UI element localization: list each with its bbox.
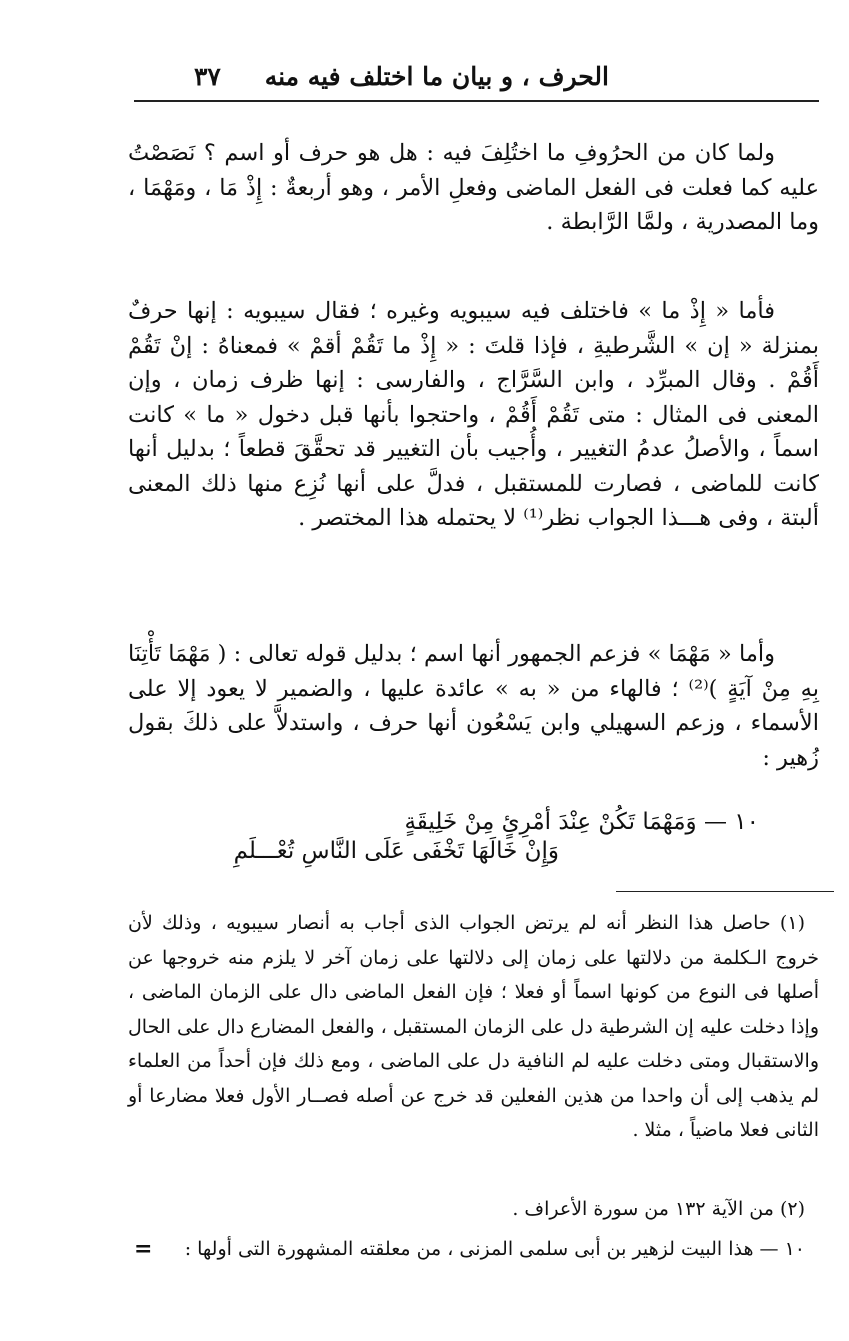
paragraph-1: [128, 136, 819, 240]
paragraph-3: [128, 637, 819, 775]
footnote-text: ١٠ — هذا البيت لزهير بن أبى سلمى المزنى ، من معلقته المشهورة التى أولها :: [184, 1238, 805, 1260]
footnote-text: (٢) من الآية ١٣٢ من سورة الأعراف .: [512, 1198, 805, 1220]
footnote-2: [128, 1192, 819, 1227]
footnote-text: (١) حاصل هذا النظر أنه لم يرتض الجواب الذى أجاب به أنصار سيبويه ، وذلك لأن خروج الـكلمة من دلالتها على زمان إلى دلالتها على زمان آخر لا يلزم منه خروجها عن أصلها فى النوع من كونها اسماً أو فعلا ؛ فإن الفعل الماضى دال على الزمان الماضى ، وإذا دخلت عليه إن الشرطية دل على الزمان المستقبل ، والفعل المضارع دال على الحال والاستقبال ومتى دخلت عليه لم النافية دل على الماضى ، ومع ذلك فإن أحداً من العلماء لم يذهب إلى أن واحدا من هذين الفعلين قد خرج عن أصله فصــار الأول فعلا مضارعا أو الثانى فعلا ماضياً ، مثلا .: [128, 912, 819, 1141]
footnote-verse-source: [128, 1232, 819, 1267]
running-header: [134, 56, 819, 102]
paragraph-text: وأما « مَهْمَا » فزعم الجمهور أنها اسم ؛ بدليل قوله تعالى : ( مَهْمَا تَأْتِنَا بِهِ مِنْ آيَةٍ )⁽²⁾ ؛ فالهاء من « به » عائدة عليها ، والضمير لا يعود إلا على الأسماء ، وزعم السهيلي وابن يَسْعُون أنها حرف ، واستدلاَّ على ذلكَ بقول زُهير :: [128, 641, 820, 771]
paragraph-text: فأما « إِذْ ما » فاختلف فيه سيبويه وغيره ؛ فقال سيبويه : إنها حرفٌ بمنزلة « إن » الشَّرطيةِ ، فإذا قلتَ : « إِذْ ما تَقُمْ أقمْ » فمعناهُ : إنْ تَقُمْ أَقُمْ . وقال المبرِّد ، وابن السَّرَّاج ، والفارسى : إنها ظرف زمان ، وإن المعنى فى المثال : متى تَقُمْ أَقُمْ ، واحتجوا بأنها قبل دخول « ما » كانت اسماً ، والأصلُ عدمُ التغيير ، وأُجيب بأن التغيير قد تحقَّقَ قطعاً ؛ بدليل أنها كانت للماضى ، فصارت للمستقبل ، فدلَّ على أنها نُزِع منها ذلك المعنى ألبتة ، وفى هـــذا الجواب نظر⁽¹⁾ لا يحتمله هذا المختصر .: [128, 298, 819, 531]
paragraph-text: ولما كان من الحرُوفِ ما اختُلِفَ فيه : هل هو حرف أو اسم ؟ نَصَصْتُ عليه كما فعلت فى الفعل الماضى وفعلِ الأمر ، وهو أربعةٌ : إِذْ مَا ، ومَهْمَا ، وما المصدرية ، ولمَّا الرَّابطة .: [128, 140, 819, 235]
header-title: الحرف ، و بيان ما اختلف فيه منه: [264, 62, 609, 91]
page-number: ٣٧: [194, 62, 221, 91]
footnote-1: [128, 906, 819, 1148]
footnote-separator: [616, 891, 834, 892]
continuation-mark: =: [134, 1236, 153, 1262]
verse-first-hemistich: ١٠ — وَمَهْمَا تَكُنْ عِنْدَ أمْرِئٍ مِنْ خَلِيقَةٍ: [404, 809, 759, 835]
verse-second-hemistich: وَإِنْ خَالَهَا تَخْفَى عَلَى النَّاسِ تُعْـــلَمِ: [233, 838, 559, 864]
paragraph-2: [128, 294, 819, 536]
